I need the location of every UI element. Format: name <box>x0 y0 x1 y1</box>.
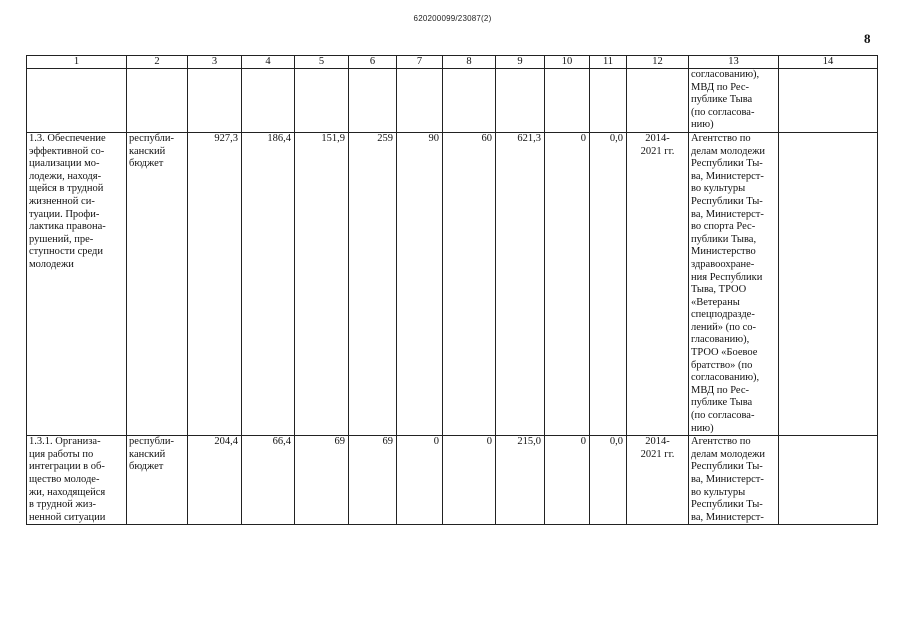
measure-name-cell: 1.3. Обеспечение эффективной со- циализации мо- лодежи, находя- щейся в трудной жизненной си- туации. Профи- лактика правона- рушений, пре- ступности среди молодежи <box>27 132 127 435</box>
value-cell: 90 <box>397 132 443 435</box>
table-row <box>27 436 878 525</box>
funding-source-cell: республи- канский бюджет <box>127 132 188 435</box>
value-cell: 621,3 <box>496 132 545 435</box>
value-cell: 186,4 <box>242 132 295 435</box>
value-cell: 0 <box>545 436 590 525</box>
column-number: 13 <box>689 56 779 69</box>
measure-name-cell: 1.3.1. Организа- ция работы по интеграции в об- щество молоде- жи, находящейся в трудной жиз- ненной ситуации <box>27 436 127 525</box>
value-cell: 66,4 <box>242 436 295 525</box>
value-cell: 0 <box>443 436 496 525</box>
value-cell: 69 <box>349 436 397 525</box>
executors-cell: Агентство по делам молодежи Республики Ты- ва, Министерст- во культуры Республики Ты- ва, Министерст- во спорта Рес- публики Тыва, Министерство здравоохране- ния Республики Тыва, ТРОО «Ветераны спецподразде- лений» (по со- гласованию), ТРОО «Боевое братство» (по согласованию), МВД по Рес- публике Тыва (по согласова- нию) <box>689 132 779 435</box>
table-row <box>27 132 878 435</box>
value-cell: 0 <box>397 436 443 525</box>
executors-cell: согласованию), МВД по Рес- публике Тыва (по согласова- нию) <box>689 69 779 133</box>
column-number: 10 <box>545 56 590 69</box>
result-cell <box>779 132 878 435</box>
period-cell: 2014- 2021 гг. <box>627 132 689 435</box>
column-number: 11 <box>590 56 627 69</box>
column-number: 5 <box>295 56 349 69</box>
column-number-row <box>27 56 878 69</box>
value-cell: 60 <box>443 132 496 435</box>
value-cell: 215,0 <box>496 436 545 525</box>
funding-source-cell: республи- канский бюджет <box>127 436 188 525</box>
continuation-row <box>27 69 878 133</box>
column-number: 12 <box>627 56 689 69</box>
column-number: 3 <box>188 56 242 69</box>
value-cell: 259 <box>349 132 397 435</box>
period-cell: 2014- 2021 гг. <box>627 436 689 525</box>
column-number: 4 <box>242 56 295 69</box>
executors-cell: Агентство по делам молодежи Республики Ты- ва, Министерст- во культуры Республики Ты- ва, Министерст- <box>689 436 779 525</box>
page-number: 8 <box>864 31 871 46</box>
result-cell <box>779 436 878 525</box>
value-cell: 0,0 <box>590 132 627 435</box>
value-cell: 151,9 <box>295 132 349 435</box>
column-number: 7 <box>397 56 443 69</box>
column-number: 2 <box>127 56 188 69</box>
program-table <box>26 55 878 525</box>
column-number: 14 <box>779 56 878 69</box>
column-number: 1 <box>27 56 127 69</box>
value-cell: 0,0 <box>590 436 627 525</box>
value-cell: 69 <box>295 436 349 525</box>
column-number: 6 <box>349 56 397 69</box>
value-cell: 927,3 <box>188 132 242 435</box>
value-cell: 0 <box>545 132 590 435</box>
document-id: 620200099/23087(2) <box>413 14 492 23</box>
column-number: 8 <box>443 56 496 69</box>
value-cell: 204,4 <box>188 436 242 525</box>
column-number: 9 <box>496 56 545 69</box>
